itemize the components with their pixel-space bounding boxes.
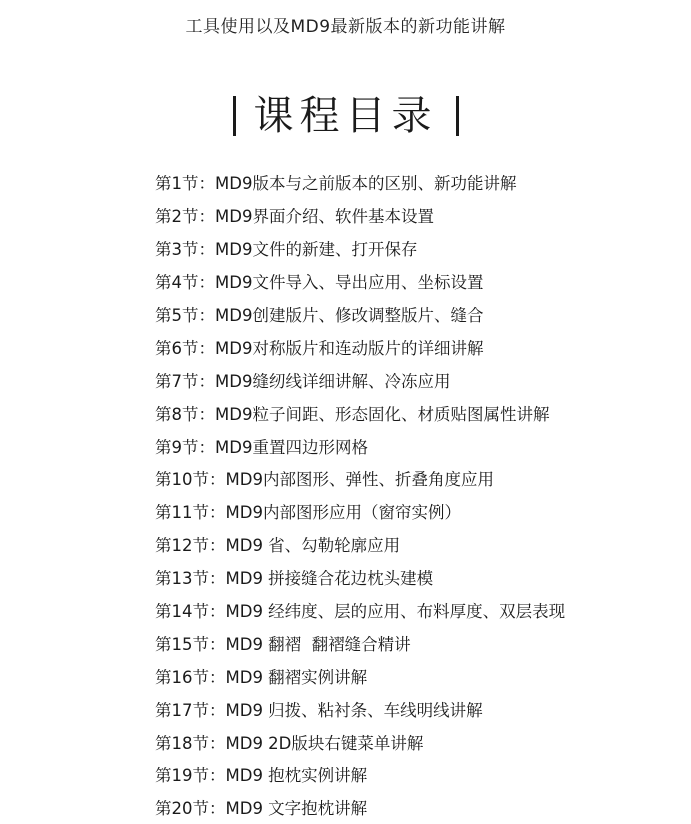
- lesson-number: 第18节：: [155, 733, 226, 753]
- lesson-item: [155, 692, 685, 725]
- lesson-title: MD9创建版片、修改调整版片、缝合: [215, 306, 484, 325]
- lesson-number: 第16节：: [155, 667, 226, 687]
- lesson-number: 第4节：: [155, 273, 215, 293]
- lesson-title: MD9粒子间距、形态固化、材质贴图属性讲解: [215, 404, 550, 424]
- lesson-title: MD9界面介绍、软件基本设置: [215, 207, 434, 227]
- lesson-title: MD9版本与之前版本的区别、新功能讲解: [215, 174, 517, 194]
- lesson-title: MD9 归拨、粘衬条、车线明线讲解: [225, 700, 483, 720]
- lesson-number: 第5节：: [155, 306, 215, 325]
- lesson-title: MD9内部图形、弹性、折叠角度应用: [225, 470, 494, 490]
- lesson-item: [155, 791, 685, 824]
- lesson-item: [155, 363, 685, 396]
- lesson-number: 第17节：: [155, 700, 226, 720]
- lesson-number: 第13节：: [155, 569, 226, 589]
- lesson-item: [155, 528, 685, 561]
- lesson-title: MD9 拼接缝合花边枕头建模: [225, 569, 434, 589]
- lesson-title: MD9 抱枕实例讲解: [225, 766, 368, 786]
- lesson-item: [155, 594, 685, 627]
- lesson-number: 第11节：: [155, 503, 226, 523]
- lesson-item: [155, 561, 685, 594]
- lesson-list: [155, 166, 685, 824]
- lesson-item: [155, 298, 685, 331]
- lesson-title: MD9 2D版块右键菜单讲解: [225, 733, 424, 753]
- lesson-title: MD9重置四边形网格: [215, 437, 368, 457]
- lesson-item: [155, 626, 685, 659]
- lesson-number: 第7节：: [155, 371, 215, 391]
- lesson-number: 第2节：: [155, 207, 215, 227]
- lesson-item: [155, 232, 685, 265]
- lesson-item: [155, 758, 685, 791]
- lesson-item: [155, 265, 685, 298]
- lesson-number: 第9节：: [155, 437, 215, 457]
- lesson-number: 第14节：: [155, 602, 226, 622]
- lesson-title: MD9缝纫线详细讲解、冷冻应用: [215, 371, 451, 391]
- lesson-number: 第3节：: [155, 240, 215, 260]
- lesson-item: [155, 462, 685, 495]
- lesson-item: [155, 199, 685, 232]
- lesson-title: MD9 经纬度、层的应用、布料厚度、双层表现: [225, 602, 566, 622]
- lesson-number: 第12节：: [155, 536, 226, 556]
- lesson-number: 第10节：: [155, 470, 226, 490]
- catalog-title: 课程目录: [253, 93, 438, 139]
- lesson-number: 第1节：: [155, 174, 215, 194]
- heading-right-bar: [456, 96, 459, 136]
- lesson-title: MD9 翻褶 翻褶缝合精讲: [225, 634, 411, 654]
- lesson-item: [155, 659, 685, 692]
- lesson-title: MD9 文字抱枕讲解: [225, 799, 368, 819]
- course-subtitle: 工具使用以及MD9最新版本的新功能讲解: [185, 17, 506, 37]
- heading-left-bar: [233, 96, 236, 136]
- lesson-item: [155, 725, 685, 758]
- lesson-title: MD9 翻褶实例讲解: [225, 667, 368, 687]
- lesson-number: 第15节：: [155, 634, 226, 654]
- lesson-number: 第20节：: [155, 799, 226, 819]
- lesson-item: [155, 166, 685, 199]
- lesson-title: MD9文件的新建、打开保存: [215, 240, 418, 260]
- lesson-number: 第6节：: [155, 338, 215, 358]
- lesson-item: [155, 495, 685, 528]
- lesson-number: 第8节：: [155, 404, 215, 424]
- lesson-item: [155, 429, 685, 462]
- lesson-title: MD9文件导入、导出应用、坐标设置: [215, 273, 484, 293]
- lesson-title: MD9内部图形应用（窗帘实例）: [225, 503, 461, 523]
- lesson-title: MD9 省、勾勒轮廓应用: [225, 536, 401, 556]
- lesson-title: MD9对称版片和连动版片的详细讲解: [215, 338, 484, 358]
- lesson-item: [155, 396, 685, 429]
- catalog-heading: [0, 92, 691, 140]
- lesson-item: [155, 330, 685, 363]
- lesson-number: 第19节：: [155, 766, 226, 786]
